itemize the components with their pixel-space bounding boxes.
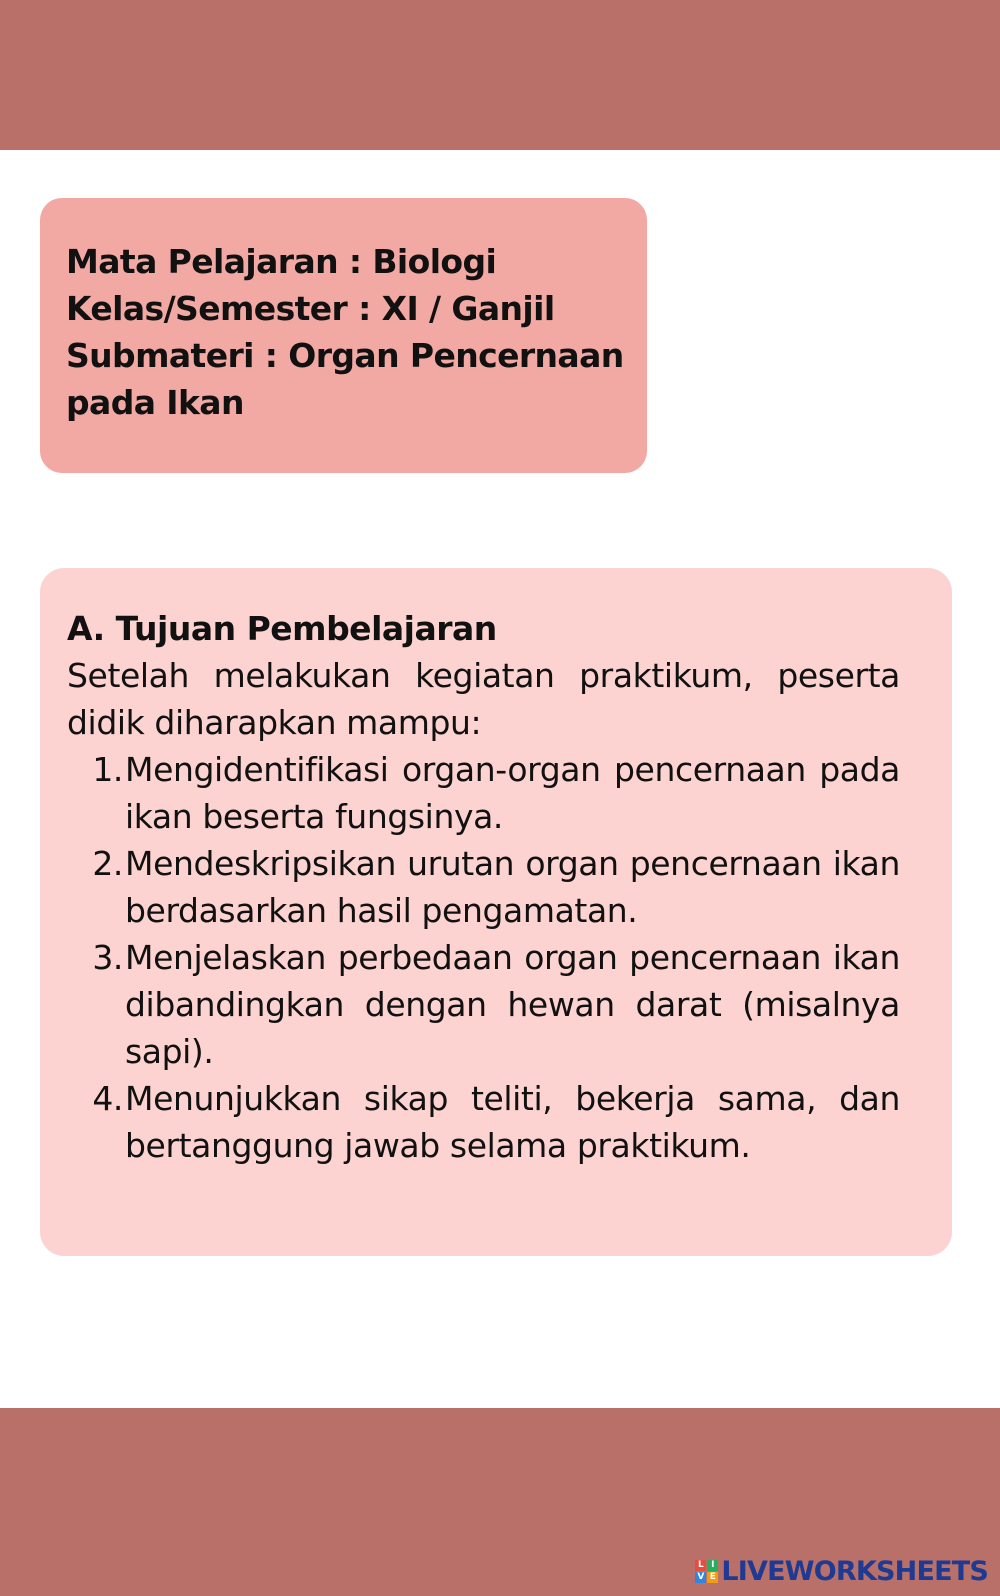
goal-number: 1. (92, 750, 123, 789)
submaterial-line-continued: pada Ikan (66, 383, 244, 422)
goal-item (67, 746, 900, 840)
submaterial-line: Submateri : Organ Pencernaan (66, 336, 624, 375)
goal-item (67, 1075, 900, 1169)
subject-info-card (40, 198, 647, 473)
goal-item (67, 840, 900, 934)
goal-number: 2. (92, 844, 123, 883)
goal-text: Mendeskripsikan urutan organ pencernaan ikan berdasarkan hasil pengamatan. (125, 844, 900, 930)
class-semester-line: Kelas/Semester : XI / Ganjil (66, 289, 555, 328)
liveworksheets-watermark[interactable] (695, 1550, 988, 1592)
liveworksheets-logo-icon: L I V E (695, 1560, 718, 1583)
goal-number: 4. (92, 1079, 123, 1118)
goals-intro: Setelah melakukan kegiatan praktikum, peserta didik diharapkan mampu: (67, 656, 900, 742)
goal-number: 3. (92, 938, 123, 977)
goal-text: Menunjukkan sikap teliti, bekerja sama, dan bertanggung jawab selama praktikum. (125, 1079, 900, 1165)
goals-heading: A. Tujuan Pembelajaran (67, 609, 497, 648)
subject-line: Mata Pelajaran : Biologi (66, 242, 497, 281)
goal-item (67, 934, 900, 1075)
goal-text: Mengidentifikasi organ-organ pencernaan pada ikan beserta fungsinya. (125, 750, 900, 836)
learning-goals-card (40, 568, 952, 1256)
goals-list (67, 746, 900, 1169)
goal-text: Menjelaskan perbedaan organ pencernaan ikan dibandingkan dengan hewan darat (misalnya sapi). (125, 938, 900, 1071)
brand-name: LIVEWORKSHEETS (721, 1555, 988, 1587)
top-banner (0, 0, 1000, 150)
